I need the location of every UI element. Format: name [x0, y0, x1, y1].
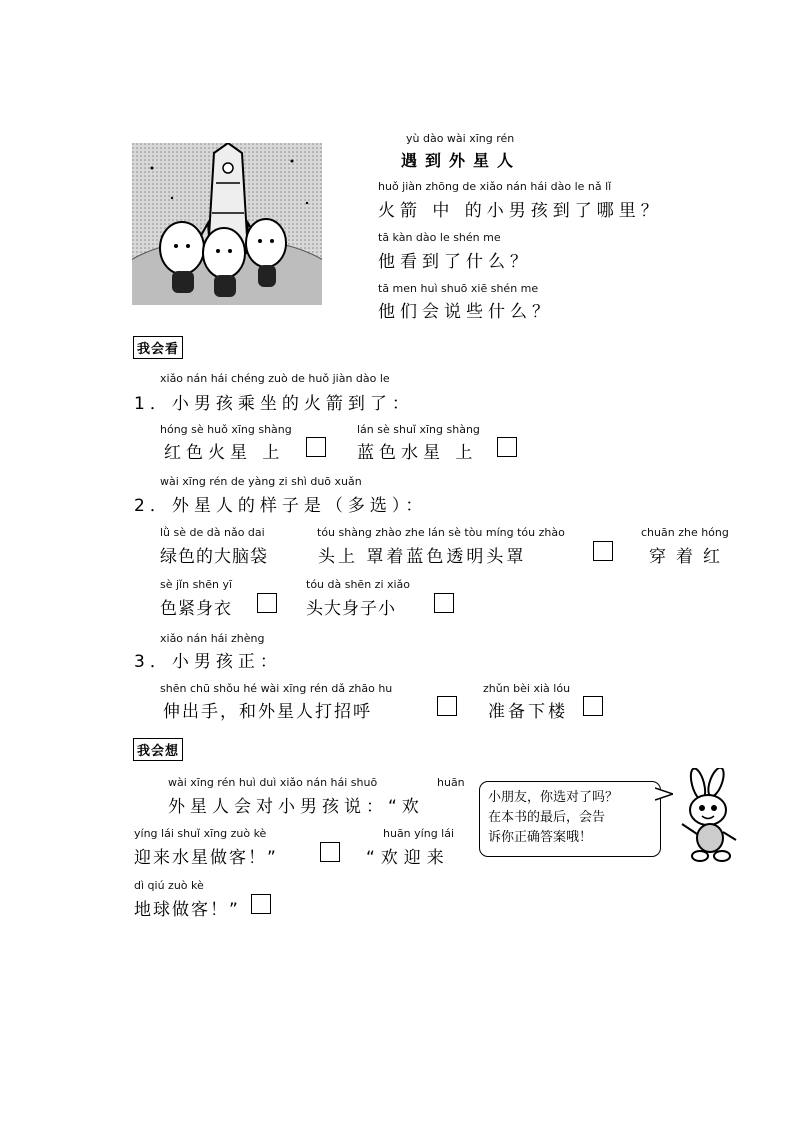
think-text: 迎来水星做客！” — [134, 848, 278, 868]
think-text: 地球做客！” — [134, 900, 240, 920]
q1-text: 1．小男孩乘坐的火箭到了： — [134, 394, 414, 414]
option-pinyin: shēn chū shǒu hé wài xīng rén dǎ zhāo hu — [160, 682, 393, 695]
option-pinyin: zhǔn bèi xià lóu — [483, 682, 571, 695]
option-pinyin: lǜ sè de dà nǎo dai — [160, 526, 265, 539]
answer-checkbox[interactable] — [434, 593, 454, 613]
question-text: 他看到了什么？ — [378, 252, 532, 272]
option-text: 头上 罩着蓝色透明头罩 — [318, 547, 527, 567]
question-text: 他们会说些什么？ — [378, 302, 554, 322]
option-pinyin: hóng sè huǒ xīng shàng — [160, 423, 292, 436]
option-pinyin: tóu dà shēn zi xiǎo — [306, 578, 411, 591]
think-text: “欢迎来 — [366, 848, 450, 868]
answer-checkbox[interactable] — [251, 894, 271, 914]
option-text: 准备下楼 — [488, 702, 568, 722]
answer-checkbox[interactable] — [593, 541, 613, 561]
think-pinyin: wài xīng rén huì duì xiǎo nán hái shuō — [168, 776, 378, 789]
answer-checkbox[interactable] — [583, 696, 603, 716]
q3-pinyin: xiǎo nán hái zhèng — [160, 632, 265, 645]
question-pinyin: huǒ jiàn zhōng de xiǎo nán hái dào le nǎ lǐ — [378, 180, 612, 193]
answer-checkbox[interactable] — [497, 437, 517, 457]
think-pinyin: huān yíng lái — [383, 827, 455, 840]
rocket-alien-illustration — [132, 143, 322, 305]
answer-checkbox[interactable] — [257, 593, 277, 613]
option-text: 蓝色水星 上 — [357, 443, 478, 463]
think-pinyin: yíng lái shuǐ xīng zuò kè — [134, 827, 267, 840]
q3-text: 3．小男孩正： — [134, 652, 282, 672]
option-pinyin: chuān zhe hóng — [641, 526, 729, 539]
section-tag-think: 我会想 — [133, 738, 183, 761]
speech-bubble — [479, 781, 661, 857]
q2-text: 2．外星人的样子是（多选）： — [134, 496, 428, 516]
rabbit-mascot-icon — [670, 768, 748, 864]
question-pinyin: tā men huì shuō xiē shén me — [378, 282, 539, 295]
option-text: 穿着红 — [649, 547, 730, 567]
option-pinyin: lán sè shuǐ xīng shàng — [357, 423, 480, 436]
option-text: 头大身子小 — [306, 599, 396, 619]
question-text: 火箭 中 的小男孩到了哪里？ — [378, 201, 663, 221]
bubble-line: 在本书的最后，会告 — [488, 810, 606, 825]
think-pinyin: dì qiú zuò kè — [134, 879, 204, 892]
answer-checkbox[interactable] — [437, 696, 457, 716]
bubble-line: 诉你正确答案哦！ — [488, 830, 593, 845]
q1-pinyin: xiǎo nán hái chéng zuò de huǒ jiàn dào le — [160, 372, 390, 385]
option-text: 伸出手，和外星人打招呼 — [163, 702, 372, 722]
option-pinyin: sè jǐn shēn yī — [160, 578, 233, 591]
section-tag-look: 我会看 — [133, 336, 183, 359]
answer-checkbox[interactable] — [306, 437, 326, 457]
think-pinyin: huān — [437, 776, 465, 789]
option-text: 红色火星 上 — [164, 443, 285, 463]
answer-checkbox[interactable] — [320, 842, 340, 862]
think-text: 外星人会对小男孩说：“欢 — [168, 797, 424, 817]
question-pinyin: tā kàn dào le shén me — [378, 231, 501, 244]
option-text: 绿色的大脑袋 — [160, 547, 268, 567]
page-title: 遇到外星人 — [401, 151, 522, 170]
title-pinyin: yù dào wài xīng rén — [406, 132, 515, 145]
option-pinyin: tóu shàng zhào zhe lán sè tòu míng tóu zhào — [317, 526, 565, 539]
option-text: 色紧身衣 — [160, 599, 232, 619]
q2-pinyin: wài xīng rén de yàng zi shì duō xuǎn — [160, 475, 362, 488]
bubble-line: 小朋友，你选对了吗？ — [488, 790, 619, 805]
